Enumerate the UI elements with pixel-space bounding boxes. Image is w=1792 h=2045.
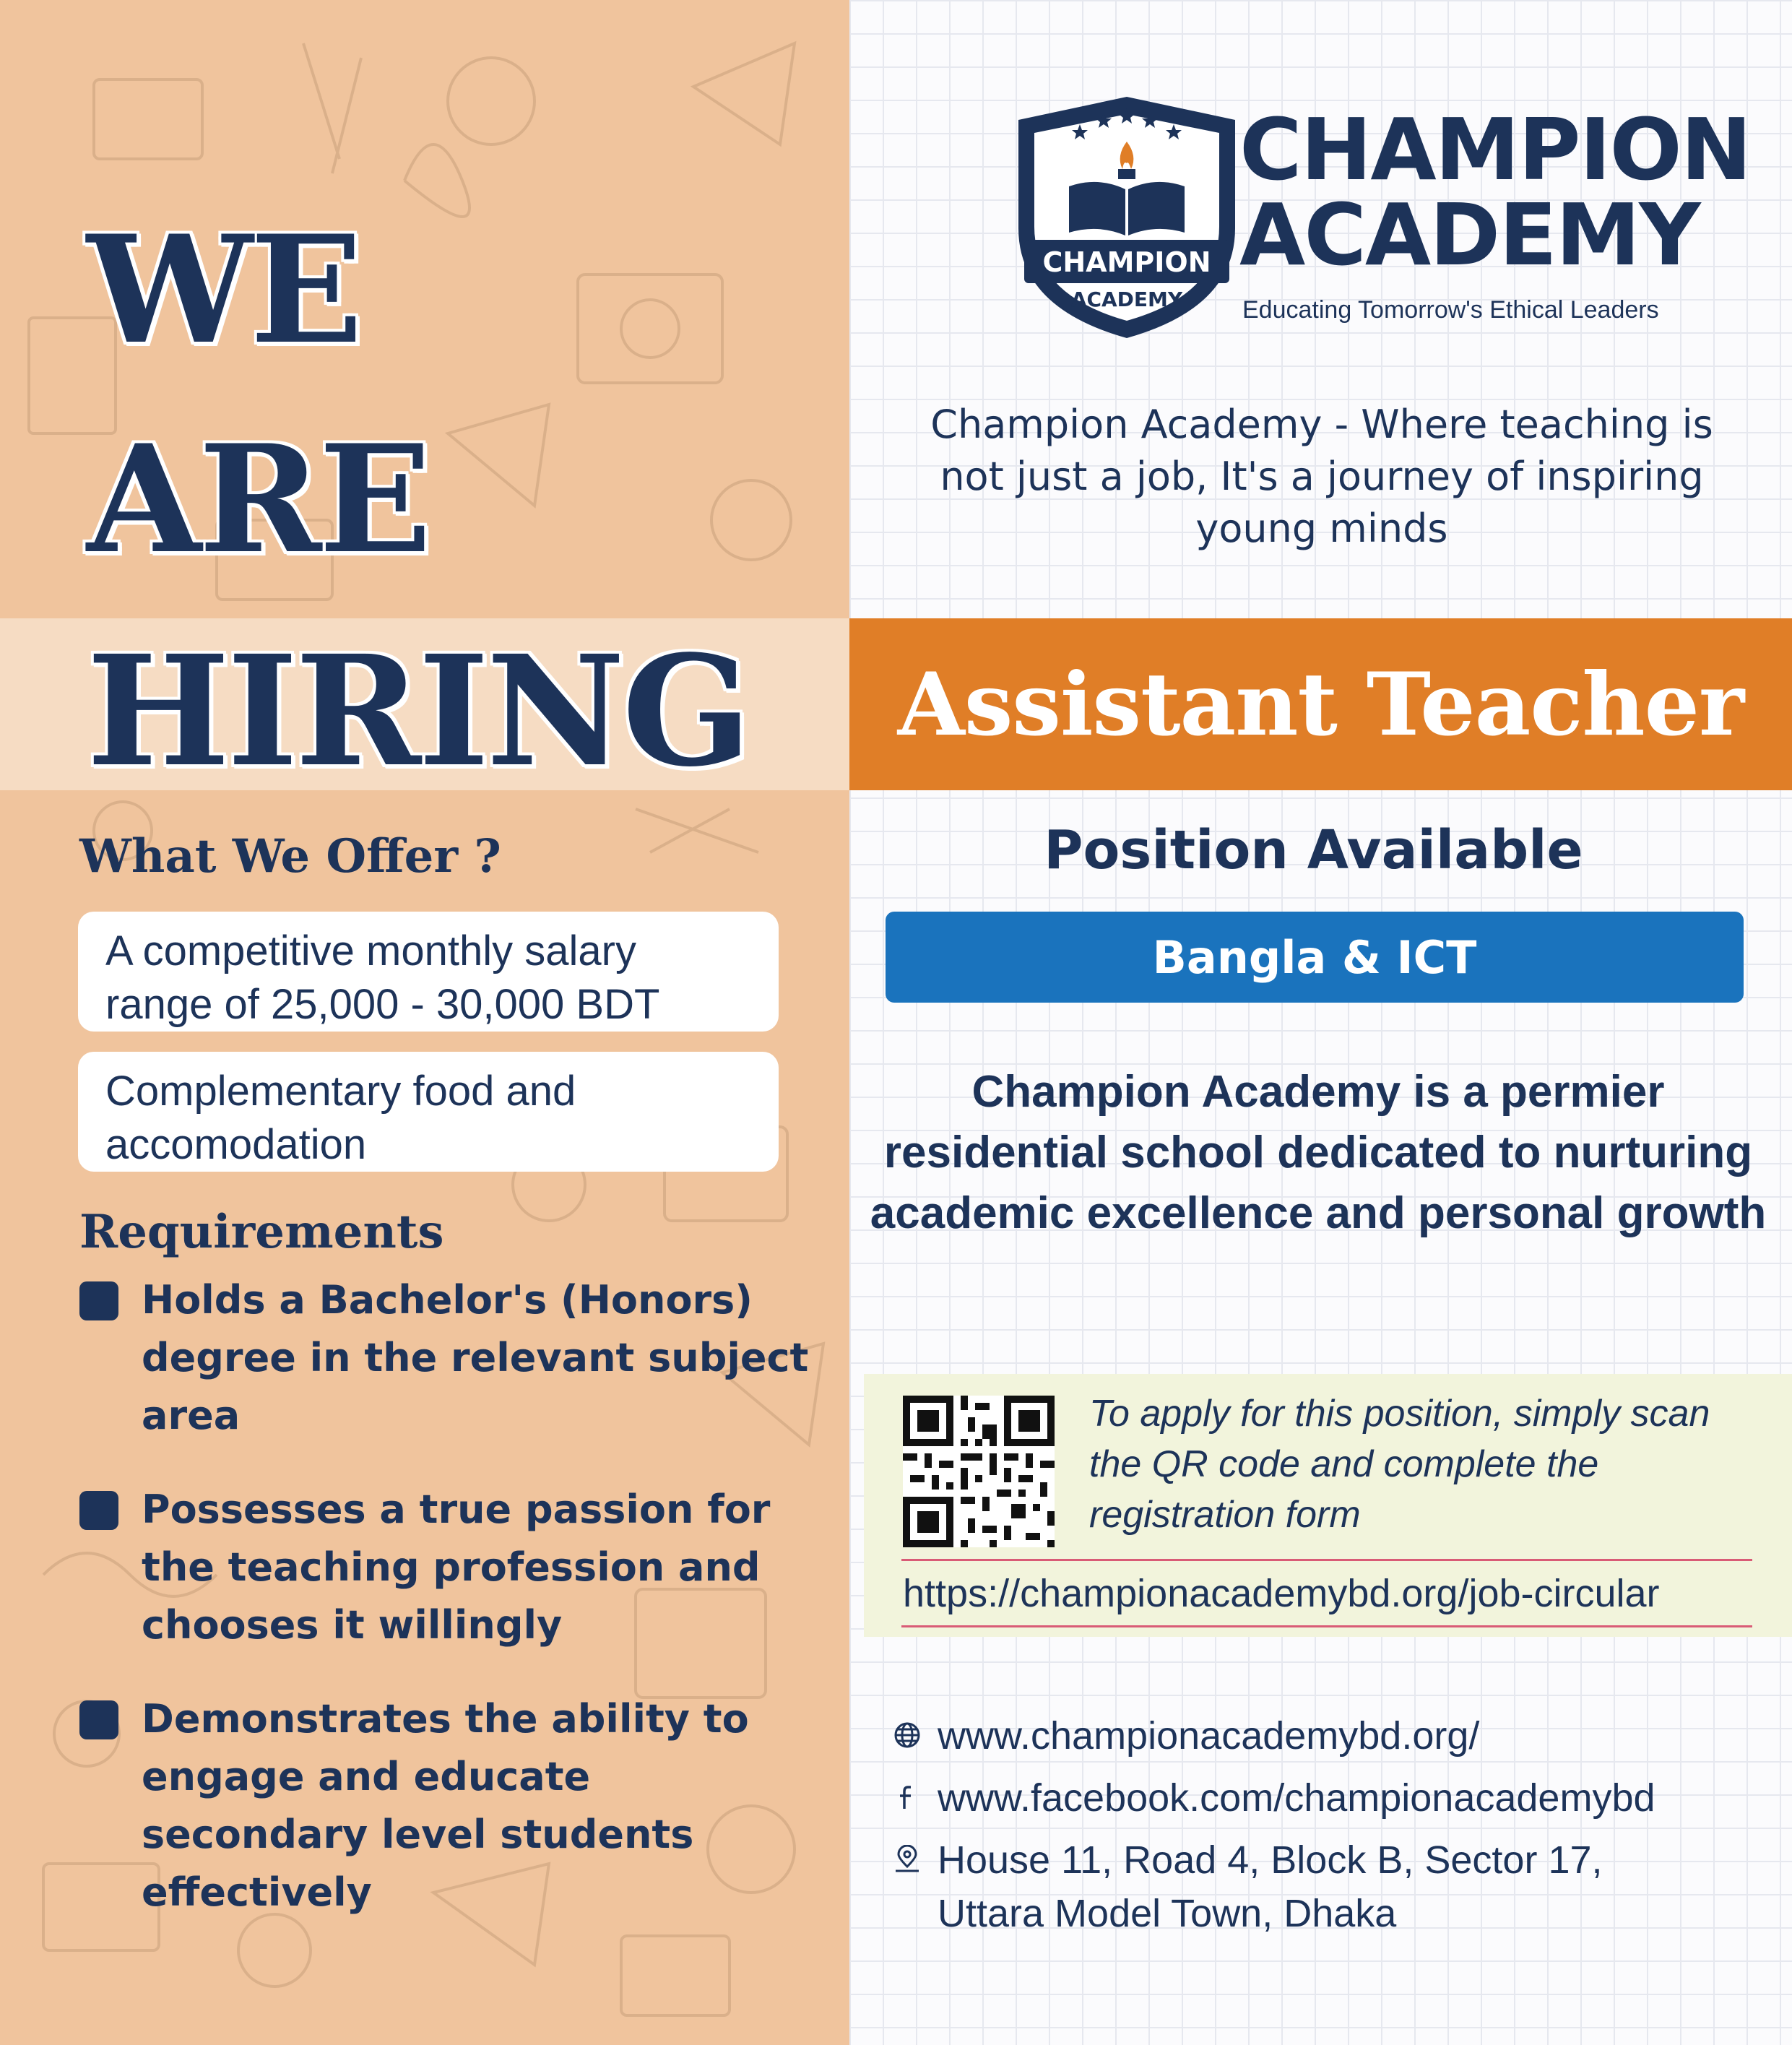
contact-facebook[interactable]: [893, 1771, 1774, 1825]
academy-logo-shield-icon: [1004, 91, 1250, 344]
apply-link[interactable]: https://championacademybd.org/job-circular: [903, 1572, 1660, 1615]
about-text: Champion Academy is a permier residential school dedicated to nurturing academic excellence and personal growth: [870, 1067, 1767, 1238]
subject-badge: Bangla & ICT: [886, 912, 1744, 1003]
divider: [901, 1559, 1752, 1561]
bullet-square-icon: [79, 1281, 118, 1320]
brand-name-line1: CHAMPION: [1239, 100, 1751, 199]
brand-name: [1239, 100, 1751, 285]
website-link[interactable]: www.championacademybd.org/: [938, 1714, 1480, 1758]
bullet-square-icon: [79, 1700, 118, 1739]
requirement-text: Possesses a true passion for the teaching profession and chooses it willingly: [142, 1487, 771, 1648]
requirement-text: Holds a Bachelor's (Honors) degree in the relevant subject area: [142, 1277, 809, 1438]
brand-name-line2: ACADEMY: [1239, 185, 1700, 285]
logo-badge-line1: CHAMPION: [1042, 246, 1211, 278]
requirement-item: [79, 1690, 823, 1921]
requirement-text: Demonstrates the ability to engage and educate secondary level students effectively: [142, 1696, 749, 1915]
position-available-heading: Position Available: [1044, 819, 1583, 881]
location-pin-icon: [893, 1845, 922, 1874]
slogan: Champion Academy - Where teaching is not just a job, It's a journey of inspiring young minds: [930, 402, 1713, 551]
address-line: House 11, Road 4, Block B, Sector 17,: [938, 1838, 1603, 1882]
logo-badge-line2: ACADEMY: [1070, 287, 1183, 311]
offer-title: What We Offer ?: [79, 829, 501, 883]
offer-item: Complementary food and accomodation: [78, 1052, 779, 1172]
brand-tagline: Educating Tomorrow's Ethical Leaders: [1242, 296, 1659, 324]
address-text: [938, 1833, 1774, 1940]
contact-website[interactable]: [893, 1709, 1774, 1763]
position-title-banner: Assistant Teacher: [849, 618, 1792, 790]
apply-instructions: To apply for this position, simply scan the QR code and complete the registration form: [1089, 1393, 1710, 1536]
facebook-link[interactable]: www.facebook.com/championacademybd: [938, 1776, 1655, 1820]
requirements-title: Requirements: [79, 1205, 444, 1259]
qr-code-icon[interactable]: [903, 1396, 1055, 1547]
bullet-square-icon: [79, 1491, 118, 1530]
hero-line-we: WE: [87, 204, 360, 377]
globe-icon: [893, 1721, 922, 1750]
requirement-item: [79, 1271, 823, 1445]
hero-line-hiring: HIRING: [87, 622, 749, 800]
address-line: Uttara Model Town, Dhaka: [938, 1892, 1397, 1935]
hero-line-are: ARE: [87, 413, 429, 587]
requirement-item: [79, 1481, 823, 1654]
facebook-icon: [893, 1783, 922, 1812]
divider: [901, 1625, 1752, 1627]
contact-address: [893, 1833, 1774, 1940]
offer-item: A competitive monthly salary range of 25,000 - 30,000 BDT: [78, 912, 779, 1032]
